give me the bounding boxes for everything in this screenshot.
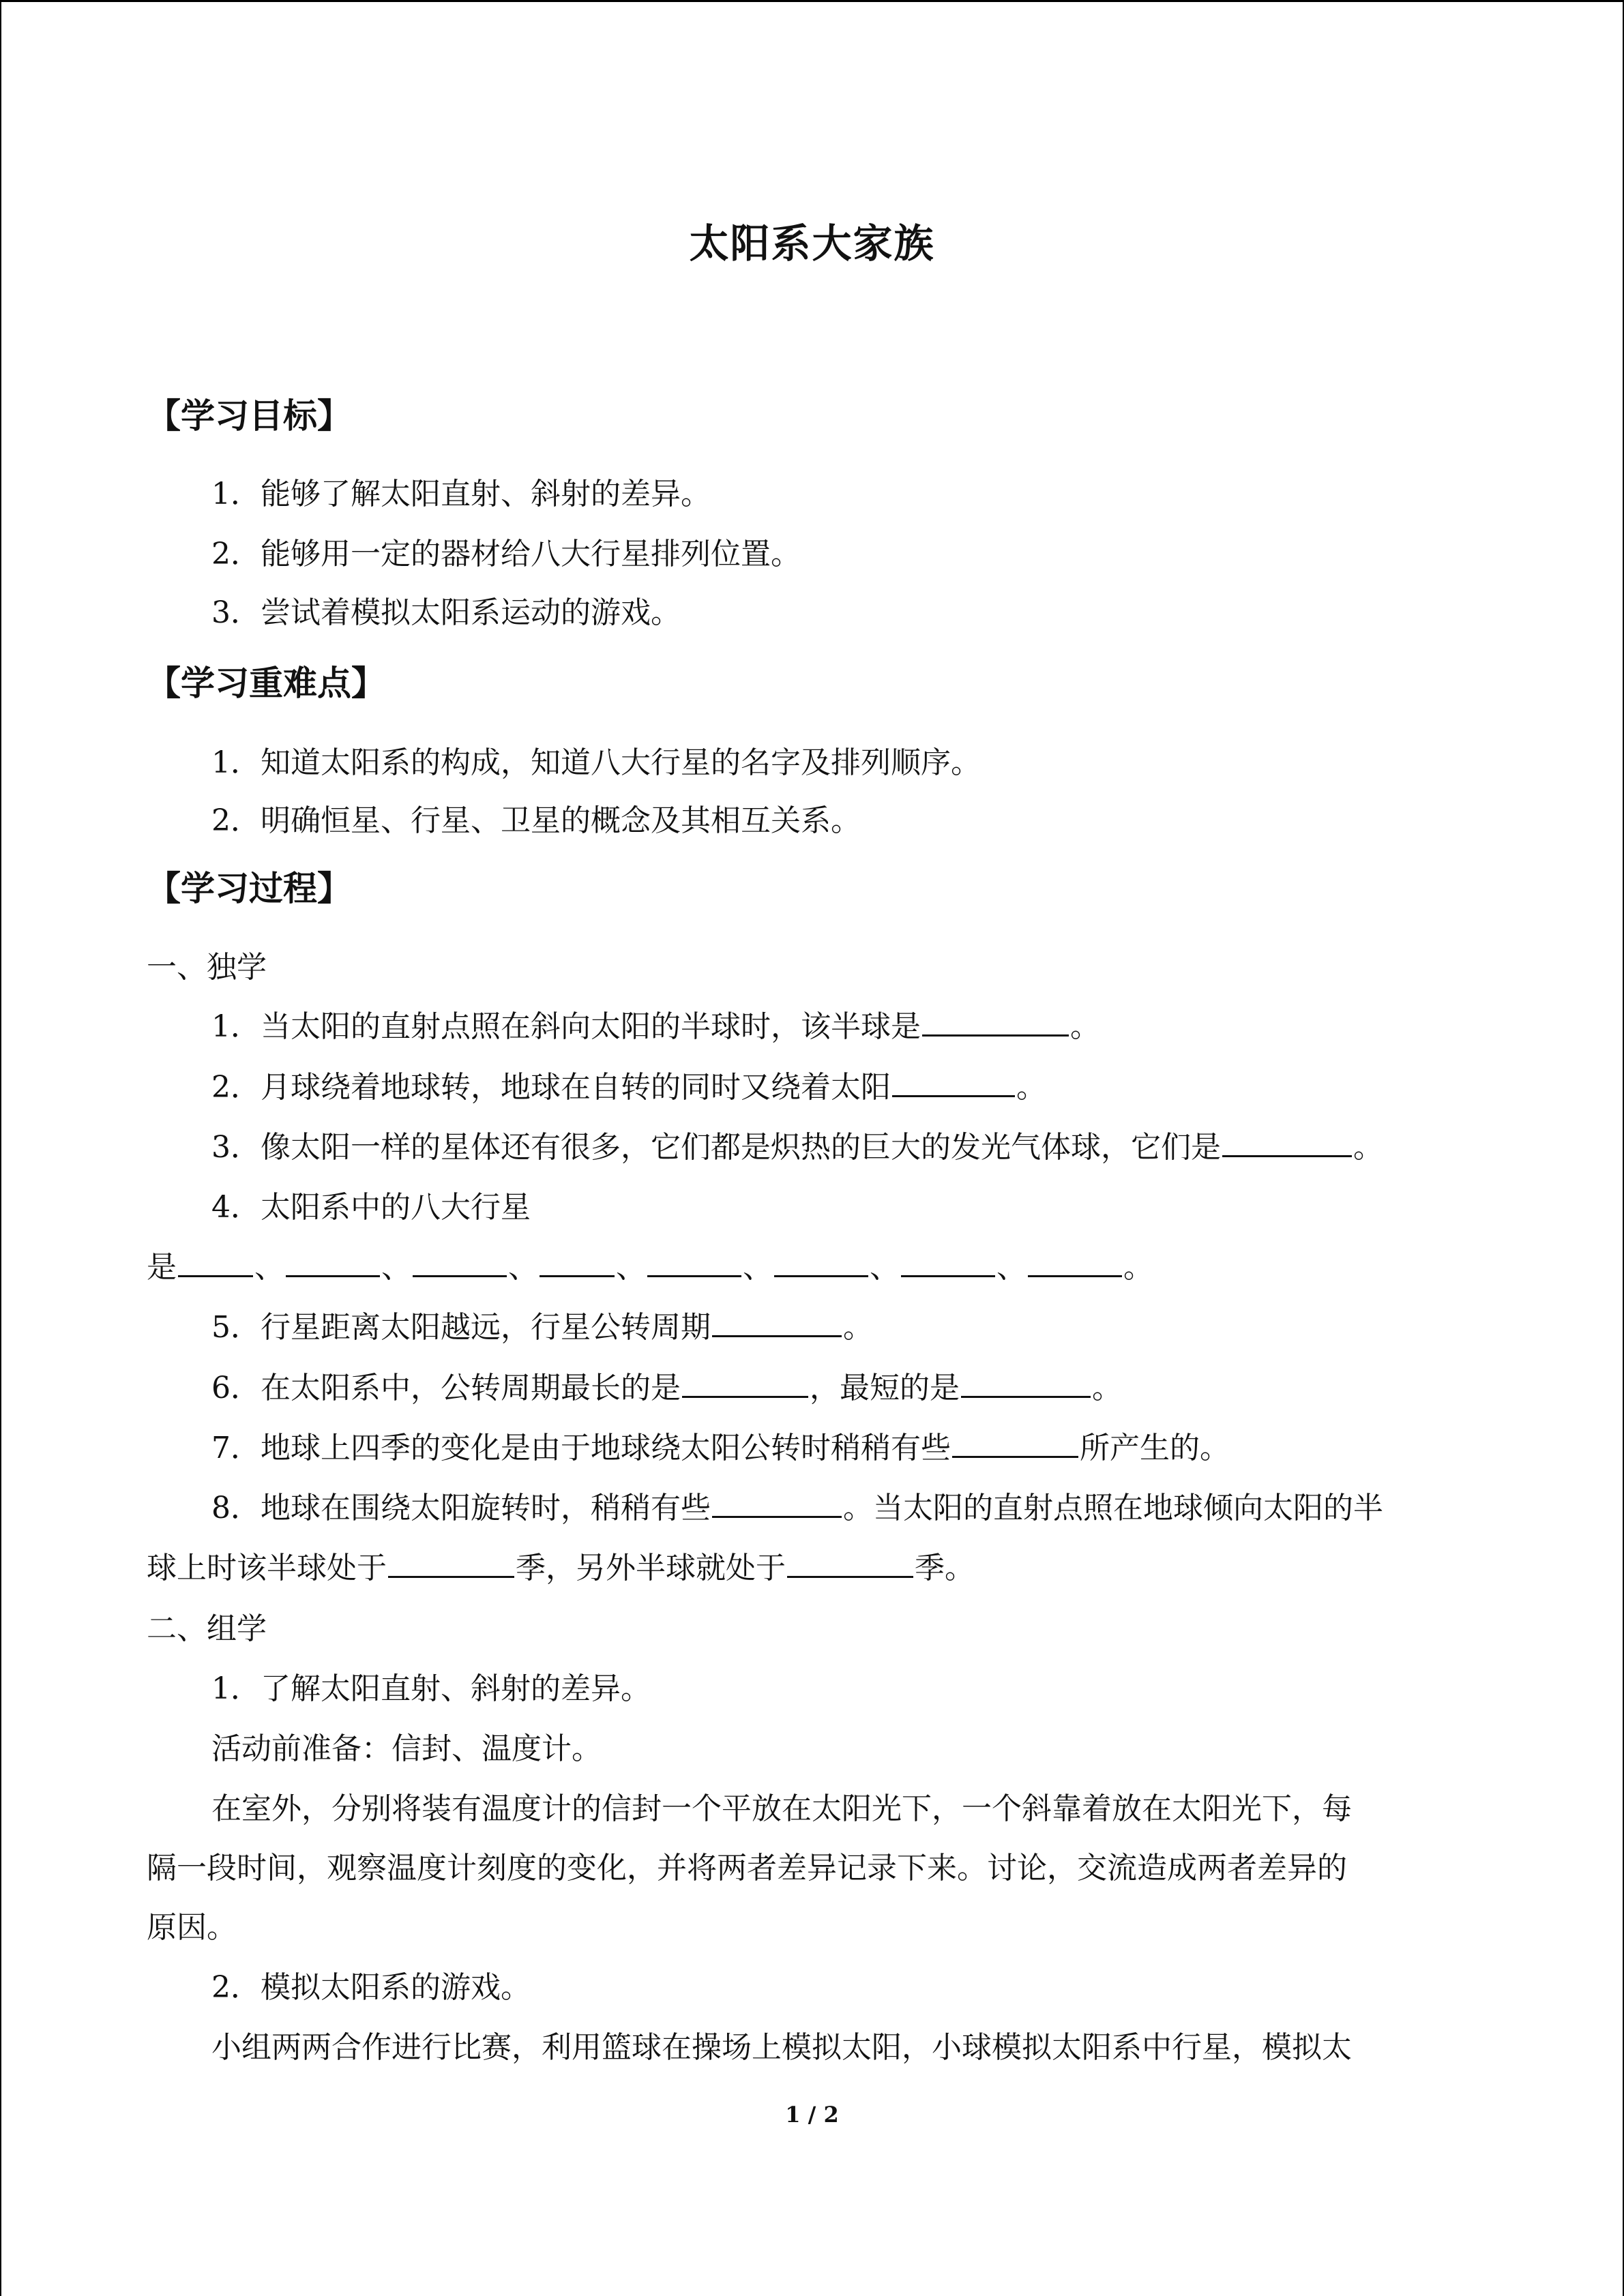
question-8-mid: 。当太阳的直射点照在地球倾向太阳的半 xyxy=(843,1491,1383,1525)
answer-blank[interactable] xyxy=(178,1274,253,1277)
punctuation: 。 xyxy=(843,1310,873,1345)
goal-item-3: 3．尝试着模拟太阳系运动的游戏。 xyxy=(211,595,681,630)
question-5-text: 5．行星距离太阳越远，行星公转周期 xyxy=(211,1310,711,1345)
answer-blank[interactable] xyxy=(901,1274,995,1277)
separator: 、 xyxy=(381,1250,411,1285)
punctuation: 。 xyxy=(1123,1250,1153,1285)
question-4-cont-text: 是 xyxy=(147,1250,177,1285)
question-6 xyxy=(211,1369,1122,1407)
punctuation: 。 xyxy=(1353,1130,1383,1165)
question-6-text: 6．在太阳系中，公转周期最长的是 xyxy=(211,1371,681,1405)
goal-item-1: 1．能够了解太阳直射、斜射的差异。 xyxy=(211,477,711,511)
answer-blank[interactable] xyxy=(922,1034,1069,1037)
question-2-text: 2．月球绕着地球转，地球在自转的同时又绕着太阳 xyxy=(211,1070,891,1105)
question-6-mid: ，最短的是 xyxy=(810,1371,960,1405)
activity-2-desc-line-1: 小组两两合作进行比赛，利用篮球在操场上模拟太阳，小球模拟太阳系中行星，模拟太 xyxy=(211,2030,1352,2065)
heading-process: 【学习过程】 xyxy=(147,869,351,908)
part2-label: 二、组学 xyxy=(147,1611,267,1646)
answer-blank[interactable] xyxy=(388,1575,514,1578)
answer-blank[interactable] xyxy=(1028,1274,1122,1277)
question-2 xyxy=(211,1069,1046,1107)
answer-blank[interactable] xyxy=(647,1274,741,1277)
question-8-text: 8．地球在围绕太阳旋转时，稍稍有些 xyxy=(211,1491,711,1525)
answer-blank[interactable] xyxy=(413,1274,507,1277)
question-8-end: 季。 xyxy=(915,1551,975,1585)
question-1 xyxy=(211,1008,1100,1046)
question-8-line2a: 球上时该半球处于 xyxy=(147,1551,387,1585)
separator: 、 xyxy=(254,1250,284,1285)
page-title: 太阳系大家族 xyxy=(689,220,935,267)
answer-blank[interactable] xyxy=(540,1274,615,1277)
separator: 、 xyxy=(870,1250,900,1285)
question-5 xyxy=(211,1309,873,1347)
separator: 、 xyxy=(616,1250,646,1285)
question-7 xyxy=(211,1429,1230,1467)
heading-goals: 【学习目标】 xyxy=(147,396,351,436)
question-7-end: 所产生的。 xyxy=(1080,1431,1230,1465)
activity-1-prep: 活动前准备：信封、温度计。 xyxy=(211,1731,602,1766)
question-4: 4．太阳系中的八大行星 xyxy=(211,1190,531,1225)
answer-blank[interactable] xyxy=(892,1094,1015,1097)
answer-blank[interactable] xyxy=(682,1395,808,1398)
answer-blank[interactable] xyxy=(712,1335,842,1337)
activity-1-desc-line-2: 隔一段时间，观察温度计刻度的变化，并将两者差异记录下来。讨论，交流造成两者差异的 xyxy=(147,1851,1347,1885)
question-3-text: 3．像太阳一样的星体还有很多，它们都是炽热的巨大的发光气体球，它们是 xyxy=(211,1130,1221,1165)
punctuation: 。 xyxy=(1016,1070,1046,1105)
question-8-line2b: 季，另外半球就处于 xyxy=(516,1551,786,1585)
punctuation: 。 xyxy=(1092,1371,1122,1405)
goal-item-2: 2．能够用一定的器材给八大行星排列位置。 xyxy=(211,537,801,571)
heading-key-points: 【学习重难点】 xyxy=(147,664,385,703)
activity-1-title: 1．了解太阳直射、斜射的差异。 xyxy=(211,1671,651,1706)
answer-blank[interactable] xyxy=(961,1395,1091,1398)
question-7-text: 7．地球上四季的变化是由于地球绕太阳公转时稍稍有些 xyxy=(211,1431,951,1465)
separator: 、 xyxy=(743,1250,773,1285)
answer-blank[interactable] xyxy=(712,1515,842,1518)
key-point-item-1: 1．知道太阳系的构成，知道八大行星的名字及排列顺序。 xyxy=(211,745,981,780)
punctuation: 。 xyxy=(1070,1009,1100,1044)
question-1-text: 1．当太阳的直射点照在斜向太阳的半球时，该半球是 xyxy=(211,1009,921,1044)
separator: 、 xyxy=(508,1250,538,1285)
question-4-continued xyxy=(147,1249,1153,1287)
separator: 、 xyxy=(996,1250,1027,1285)
page-number: 1 / 2 xyxy=(785,2102,839,2128)
answer-blank[interactable] xyxy=(1222,1154,1352,1157)
answer-blank[interactable] xyxy=(952,1455,1078,1458)
question-3 xyxy=(211,1129,1383,1167)
activity-1-desc-line-1: 在室外，分别将装有温度计的信封一个平放在太阳光下，一个斜靠着放在太阳光下，每 xyxy=(211,1791,1352,1826)
activity-2-title: 2．模拟太阳系的游戏。 xyxy=(211,1970,531,2005)
answer-blank[interactable] xyxy=(787,1575,913,1578)
activity-1-desc-line-3: 原因。 xyxy=(147,1910,237,1945)
question-8-continued xyxy=(147,1549,975,1587)
key-point-item-2: 2．明确恒星、行星、卫星的概念及其相互关系。 xyxy=(211,803,861,838)
question-8 xyxy=(211,1489,1383,1527)
answer-blank[interactable] xyxy=(286,1274,380,1277)
part1-label: 一、独学 xyxy=(147,950,267,985)
answer-blank[interactable] xyxy=(774,1274,868,1277)
